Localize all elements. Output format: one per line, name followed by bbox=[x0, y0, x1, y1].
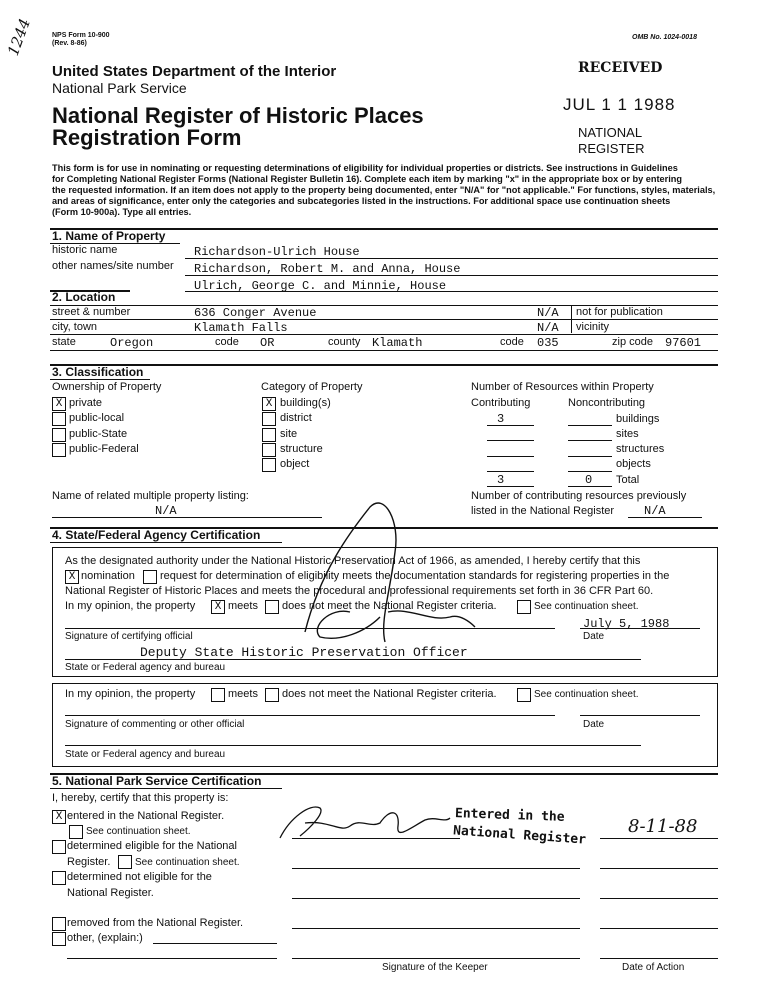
vicinity-label: vicinity bbox=[576, 321, 610, 333]
vicinity-value[interactable]: N/A bbox=[537, 321, 559, 335]
received-register-stamp: REGISTER bbox=[578, 141, 645, 156]
form-id: NPS Form 10-900 bbox=[52, 32, 110, 39]
meets-label: meets bbox=[228, 600, 258, 612]
entered-label: entered in the National Register. bbox=[67, 810, 225, 822]
public-federal-checkbox[interactable] bbox=[52, 443, 66, 457]
historic-name-label: historic name bbox=[52, 244, 118, 256]
keeper-certify-intro: I, hereby, certify that this property is: bbox=[52, 792, 229, 804]
street-field[interactable]: 636 Conger Avenue bbox=[194, 306, 317, 320]
does-not-meet-label-2: does not meet the National Register criteria. bbox=[282, 688, 497, 700]
keeper-action-date[interactable]: 8-11-88 bbox=[628, 816, 698, 837]
agency-label-2: State or Federal agency and bureau bbox=[65, 749, 226, 760]
keeper-signature bbox=[270, 798, 455, 848]
continuation-checkbox-4b[interactable] bbox=[517, 688, 531, 702]
not-for-publication-label: not for publication bbox=[576, 306, 663, 318]
does-not-meet-checkbox-2[interactable] bbox=[265, 688, 279, 702]
multiple-listing-field[interactable]: N/A bbox=[155, 504, 177, 518]
county-field[interactable]: Klamath bbox=[372, 336, 423, 350]
county-label: county bbox=[328, 336, 361, 348]
public-local-checkbox[interactable] bbox=[52, 412, 66, 426]
continuation-checkbox-4a[interactable] bbox=[517, 600, 531, 614]
public-local-label: public-local bbox=[69, 412, 125, 424]
intro-line: (Form 10-900a). Type all entries. bbox=[52, 207, 192, 217]
determined-not-eligible-checkbox[interactable] bbox=[52, 871, 66, 885]
total-noncontributing[interactable]: 0 bbox=[585, 473, 593, 487]
certifying-signature-label: Signature of certifying official bbox=[65, 631, 193, 642]
previously-listed-field[interactable]: N/A bbox=[644, 504, 666, 518]
service-name: National Park Service bbox=[52, 80, 187, 96]
building-label: building(s) bbox=[280, 397, 331, 409]
sites-label: sites bbox=[616, 428, 639, 440]
form-rev: (Rev. 8-86) bbox=[52, 40, 87, 47]
cert-paragraph-3: National Register of Historic Places and meets the procedural and professional requirements set forth in 36 CFR Part 60. bbox=[65, 585, 654, 597]
intro-line: for Completing National Register Forms (National Register Bulletin 16). Complete each item by marking "x" in the appropriate box or by entering bbox=[52, 174, 682, 184]
determined-eligible-checkbox[interactable] bbox=[52, 840, 66, 854]
meets-checkbox[interactable]: X bbox=[211, 600, 225, 614]
section3-heading: 3. Classification bbox=[52, 365, 144, 379]
entered-stamp-line-2: National Register bbox=[452, 823, 587, 848]
form-title-line1: National Register of Historic Places bbox=[52, 103, 424, 128]
entered-continuation-checkbox[interactable] bbox=[69, 825, 83, 839]
officer-title-field[interactable]: Deputy State Historic Preservation Officer bbox=[140, 645, 468, 660]
contributing-heading: Contributing bbox=[471, 397, 531, 409]
previously-listed-label-1: Number of contributing resources previously bbox=[471, 490, 687, 502]
street-label: street & number bbox=[52, 306, 131, 318]
state-label: state bbox=[52, 336, 76, 348]
section1-heading: 1. Name of Property bbox=[52, 229, 166, 243]
site-checkbox[interactable] bbox=[262, 428, 276, 442]
multiple-listing-label: Name of related multiple property listing: bbox=[52, 490, 249, 502]
nomination-checkbox[interactable]: X bbox=[65, 570, 79, 584]
cert-paragraph-1: As the designated authority under the National Historic Preservation Act of 1966, as amended, I hereby certify that this bbox=[65, 555, 641, 567]
omb-number: OMB No. 1024-0018 bbox=[632, 34, 697, 41]
other-label: other, (explain:) bbox=[67, 932, 143, 944]
intro-line: the requested information. If an item does not apply to the property being documented, enter "N/A" for "not applicable." For functions, styles, materials, bbox=[52, 185, 716, 195]
state-code-label: code bbox=[215, 336, 239, 348]
intro-line: This form is for use in nominating or requesting determinations of eligibility for individual properties or districts. See instructions in Guidelines bbox=[52, 163, 678, 173]
date-of-action-label: Date of Action bbox=[622, 962, 685, 973]
buildings-contributing[interactable]: 3 bbox=[497, 412, 505, 426]
entered-continuation-label: See continuation sheet. bbox=[86, 826, 191, 837]
public-federal-label: public-Federal bbox=[69, 443, 139, 455]
commenting-official-label: Signature of commenting or other official bbox=[65, 719, 245, 730]
opinion-label-2: In my opinion, the property bbox=[65, 688, 196, 700]
resources-heading: Number of Resources within Property bbox=[471, 381, 654, 393]
section2-heading: 2. Location bbox=[52, 290, 116, 304]
county-code-label: code bbox=[500, 336, 524, 348]
private-label: private bbox=[69, 397, 103, 409]
building-checkbox[interactable]: X bbox=[262, 397, 276, 411]
city-label: city, town bbox=[52, 321, 98, 333]
opinion-label: In my opinion, the property bbox=[65, 600, 196, 612]
structure-label: structure bbox=[280, 443, 323, 455]
keeper-signature-label: Signature of the Keeper bbox=[382, 962, 488, 973]
continuation-label-4a: See continuation sheet. bbox=[534, 601, 639, 612]
not-for-publication-value[interactable]: N/A bbox=[537, 306, 559, 320]
zip-field[interactable]: 97601 bbox=[665, 336, 702, 350]
agency-label: State or Federal agency and bureau bbox=[65, 662, 226, 673]
commenting-date-label: Date bbox=[583, 719, 605, 730]
determination-label: request for determination of eligibility meets the documentation standards for registering properties in the bbox=[160, 570, 670, 582]
determined-not-eligible-label-1: determined not eligible for the bbox=[67, 871, 212, 883]
does-not-meet-checkbox[interactable] bbox=[265, 600, 279, 614]
historic-name-field[interactable]: Richardson-Ulrich House bbox=[194, 245, 360, 259]
meets-checkbox-2[interactable] bbox=[211, 688, 225, 702]
determined-eligible-label-2: Register. bbox=[67, 856, 111, 868]
continuation-label-4b: See continuation sheet. bbox=[534, 689, 639, 700]
noncontributing-heading: Noncontributing bbox=[568, 397, 646, 409]
buildings-label: buildings bbox=[616, 413, 660, 425]
other-names-field-1[interactable]: Richardson, Robert M. and Anna, House bbox=[194, 262, 461, 276]
county-code-field[interactable]: 035 bbox=[537, 336, 559, 350]
meets-label-2: meets bbox=[228, 688, 258, 700]
determined-not-eligible-label-2: National Register. bbox=[67, 887, 154, 899]
margin-handwritten-note: 1244 bbox=[4, 16, 34, 59]
section4-heading: 4. State/Federal Agency Certification bbox=[52, 528, 261, 542]
other-checkbox[interactable] bbox=[52, 932, 66, 946]
other-names-field-2[interactable]: Ulrich, George C. and Minnie, House bbox=[194, 279, 447, 293]
public-state-checkbox[interactable] bbox=[52, 428, 66, 442]
department-name: United States Department of the Interior bbox=[52, 63, 337, 80]
certifying-date-label: Date bbox=[583, 631, 605, 642]
certifying-date-field[interactable]: July 5, 1988 bbox=[583, 617, 670, 631]
district-checkbox[interactable] bbox=[262, 412, 276, 426]
ownership-heading: Ownership of Property bbox=[52, 381, 162, 393]
state-field[interactable]: Oregon bbox=[110, 336, 154, 350]
eligible-continuation-label: See continuation sheet. bbox=[135, 857, 240, 868]
nomination-label: nomination bbox=[81, 570, 135, 582]
private-checkbox[interactable]: X bbox=[52, 397, 66, 411]
received-date-stamp: JUL 1 1 1988 bbox=[563, 95, 676, 114]
entered-stamp-line-1: Entered in the bbox=[454, 806, 565, 825]
eligible-continuation-checkbox[interactable] bbox=[118, 855, 132, 869]
removed-checkbox[interactable] bbox=[52, 917, 66, 931]
public-state-label: public-State bbox=[69, 428, 128, 440]
determination-checkbox[interactable] bbox=[143, 570, 157, 584]
structure-checkbox[interactable] bbox=[262, 443, 276, 457]
objects-label: objects bbox=[616, 458, 651, 470]
section5-heading: 5. National Park Service Certification bbox=[52, 774, 262, 788]
entered-checkbox[interactable]: X bbox=[52, 810, 66, 824]
previously-listed-label-2: listed in the National Register bbox=[471, 505, 615, 517]
total-contributing[interactable]: 3 bbox=[497, 473, 505, 487]
city-field[interactable]: Klamath Falls bbox=[194, 321, 288, 335]
district-label: district bbox=[280, 412, 312, 424]
total-label: Total bbox=[616, 474, 640, 486]
zip-label: zip code bbox=[612, 336, 653, 348]
received-national-stamp: NATIONAL bbox=[578, 125, 643, 140]
removed-label: removed from the National Register. bbox=[67, 917, 244, 929]
object-checkbox[interactable] bbox=[262, 458, 276, 472]
category-heading: Category of Property bbox=[261, 381, 363, 393]
received-stamp: RECEIVED bbox=[578, 60, 663, 76]
other-names-label: other names/site number bbox=[52, 260, 174, 272]
structures-label: structures bbox=[616, 443, 665, 455]
object-label: object bbox=[280, 458, 310, 470]
intro-line: and areas of significance, enter only the categories and subcategories listed in the instructions. For additional space use continuation sheets bbox=[52, 196, 671, 206]
determined-eligible-label-1: determined eligible for the National bbox=[67, 840, 237, 852]
form-title-line2: Registration Form bbox=[52, 125, 242, 150]
site-label: site bbox=[280, 428, 298, 440]
does-not-meet-label: does not meet the National Register criteria. bbox=[282, 600, 497, 612]
state-code-field[interactable]: OR bbox=[260, 336, 275, 350]
